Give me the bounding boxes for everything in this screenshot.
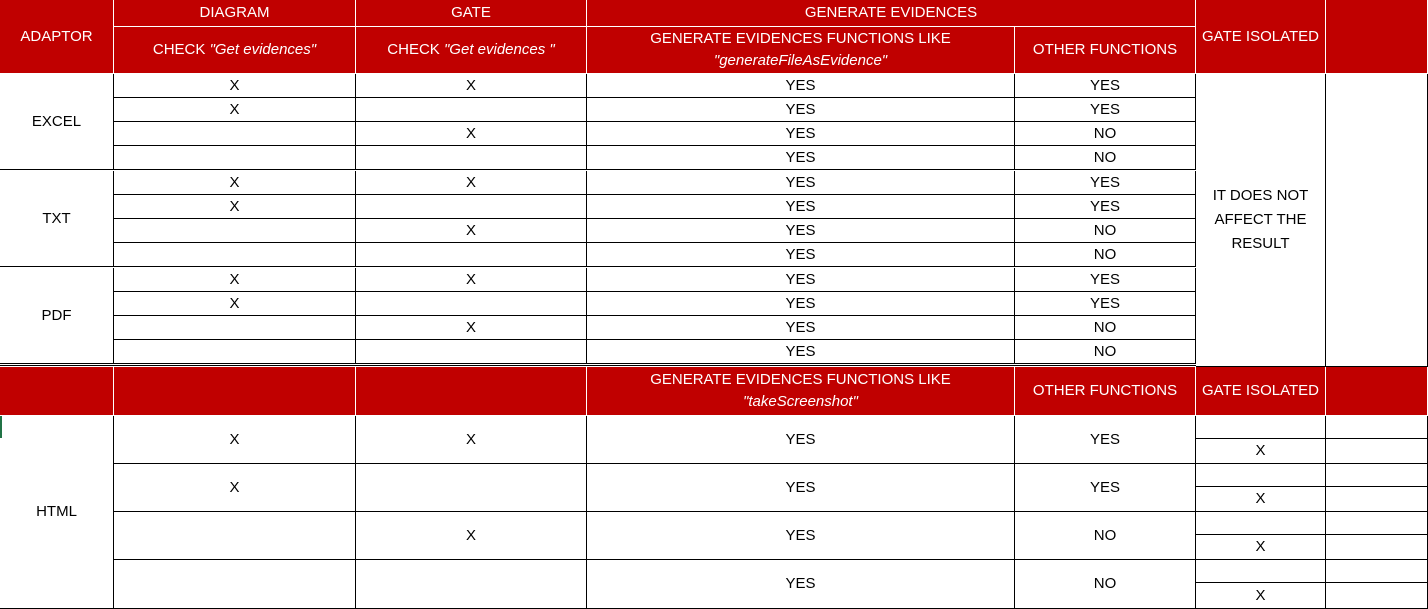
html-generate-cell[interactable]: YES [587, 512, 1015, 560]
html-generate-cell[interactable]: YES [587, 464, 1015, 512]
generate-cell[interactable]: YES [587, 268, 1015, 292]
html-blank-upper-cell[interactable] [1326, 512, 1428, 535]
header-diagram[interactable]: DIAGRAM [114, 0, 356, 27]
html-gate-isolated-upper-cell[interactable] [1196, 512, 1326, 535]
html-header-blank-diagram[interactable] [114, 367, 356, 416]
diagram-cell[interactable] [114, 316, 356, 340]
html-blank-upper-cell[interactable] [1326, 560, 1428, 583]
html-other-cell[interactable]: NO [1015, 512, 1196, 560]
html-gate-isolated-upper-cell[interactable] [1196, 464, 1326, 487]
html-blank-lower-cell[interactable] [1326, 487, 1428, 512]
generate-functions-like: GENERATE EVIDENCES FUNCTIONS LIKE [650, 371, 951, 388]
diagram-cell[interactable] [114, 146, 356, 170]
generate-cell[interactable]: YES [587, 98, 1015, 122]
other-cell[interactable]: YES [1015, 171, 1196, 195]
other-cell[interactable]: NO [1015, 122, 1196, 146]
header-adaptor[interactable]: ADAPTOR [0, 0, 114, 74]
html-gate-isolated-cell[interactable]: X [1196, 583, 1326, 609]
diagram-cell[interactable] [114, 219, 356, 243]
gate-cell[interactable]: X [356, 316, 587, 340]
html-diagram-cell[interactable]: X [114, 464, 356, 512]
generate-cell[interactable]: YES [587, 146, 1015, 170]
check-get-evidences: "Get evidences " [443, 41, 555, 58]
gate-cell[interactable] [356, 98, 587, 122]
html-generate-cell[interactable]: YES [587, 416, 1015, 464]
gate-cell[interactable] [356, 146, 587, 170]
html-header-blank[interactable] [1326, 367, 1428, 416]
other-cell[interactable]: YES [1015, 268, 1196, 292]
html-header-gate-isolated[interactable]: GATE ISOLATED [1196, 367, 1326, 416]
html-diagram-cell[interactable] [114, 512, 356, 560]
blank-column-cell[interactable] [1326, 74, 1428, 367]
generate-function-name: "generateFileAsEvidence" [713, 52, 888, 69]
html-header-blank-gate[interactable] [356, 367, 587, 416]
generate-cell[interactable]: YES [587, 122, 1015, 146]
header-gate[interactable]: GATE [356, 0, 587, 27]
diagram-cell[interactable] [114, 340, 356, 364]
gate-cell[interactable]: X [356, 171, 587, 195]
header-other-functions[interactable]: OTHER FUNCTIONS [1015, 27, 1196, 74]
gate-cell[interactable] [356, 340, 587, 364]
html-header-blank-adaptor[interactable] [0, 367, 114, 416]
generate-cell[interactable]: YES [587, 219, 1015, 243]
diagram-cell[interactable] [114, 122, 356, 146]
html-diagram-cell[interactable]: X [114, 416, 356, 464]
generate-function-name: "takeScreenshot" [743, 393, 858, 410]
html-blank-lower-cell[interactable] [1326, 439, 1428, 464]
html-header-other-functions[interactable]: OTHER FUNCTIONS [1015, 367, 1196, 416]
generate-cell[interactable]: YES [587, 195, 1015, 219]
header-generate-functions[interactable] [587, 27, 1015, 74]
other-cell[interactable]: YES [1015, 98, 1196, 122]
html-gate-isolated-upper-cell[interactable] [1196, 416, 1326, 439]
other-cell[interactable]: YES [1015, 195, 1196, 219]
diagram-cell[interactable] [114, 243, 356, 267]
html-gate-cell[interactable] [356, 464, 587, 512]
other-cell[interactable]: NO [1015, 146, 1196, 170]
generate-cell[interactable]: YES [587, 340, 1015, 364]
diagram-cell[interactable]: X [114, 195, 356, 219]
html-blank-upper-cell[interactable] [1326, 416, 1428, 439]
check-get-evidences: "Get evidences" [209, 41, 317, 58]
html-gate-cell[interactable] [356, 560, 587, 609]
html-gate-cell[interactable]: X [356, 416, 587, 464]
other-cell[interactable]: NO [1015, 243, 1196, 267]
adaptor-cell-excel[interactable]: EXCEL [0, 74, 114, 170]
adaptor-cell-txt[interactable]: TXT [0, 171, 114, 267]
generate-cell[interactable]: YES [587, 316, 1015, 340]
adaptor-cell-pdf[interactable]: PDF [0, 268, 114, 364]
html-blank-lower-cell[interactable] [1326, 535, 1428, 560]
html-generate-cell[interactable]: YES [587, 560, 1015, 609]
diagram-cell[interactable]: X [114, 268, 356, 292]
other-cell[interactable]: NO [1015, 340, 1196, 364]
html-gate-isolated-upper-cell[interactable] [1196, 560, 1326, 583]
header-check-gate[interactable] [356, 27, 587, 74]
gate-cell[interactable]: X [356, 122, 587, 146]
diagram-cell[interactable]: X [114, 98, 356, 122]
html-other-cell[interactable]: NO [1015, 560, 1196, 609]
other-cell[interactable]: NO [1015, 219, 1196, 243]
html-other-cell[interactable]: YES [1015, 416, 1196, 464]
generate-functions-like: GENERATE EVIDENCES FUNCTIONS LIKE [650, 30, 951, 47]
check-prefix: CHECK [152, 41, 206, 58]
html-blank-upper-cell[interactable] [1326, 464, 1428, 487]
generate-cell[interactable]: YES [587, 171, 1015, 195]
header-blank[interactable] [1326, 0, 1428, 74]
header-generate-evidences[interactable]: GENERATE EVIDENCES [587, 0, 1196, 27]
header-gate-isolated[interactable]: GATE ISOLATED [1196, 0, 1326, 74]
generate-cell[interactable]: YES [587, 292, 1015, 316]
header-check-diagram[interactable] [114, 27, 356, 74]
gate-cell[interactable] [356, 292, 587, 316]
html-gate-isolated-cell[interactable]: X [1196, 487, 1326, 512]
html-gate-isolated-cell[interactable]: X [1196, 439, 1326, 464]
html-gate-isolated-cell[interactable]: X [1196, 535, 1326, 560]
diagram-cell[interactable]: X [114, 171, 356, 195]
html-other-cell[interactable]: YES [1015, 464, 1196, 512]
other-cell[interactable]: YES [1015, 292, 1196, 316]
gate-cell[interactable] [356, 243, 587, 267]
html-diagram-cell[interactable] [114, 560, 356, 609]
check-prefix: CHECK [387, 41, 440, 58]
group-separator [0, 364, 1196, 366]
gate-isolated-note[interactable]: IT DOES NOT AFFECT THE RESULT [1196, 74, 1326, 367]
other-cell[interactable]: YES [1015, 74, 1196, 98]
html-gate-cell[interactable]: X [356, 512, 587, 560]
html-header-generate-functions[interactable] [587, 367, 1015, 416]
diagram-cell[interactable]: X [114, 292, 356, 316]
gate-cell[interactable]: X [356, 219, 587, 243]
html-blank-lower-cell[interactable] [1326, 583, 1428, 609]
cell-cursor-marker [0, 416, 2, 438]
other-cell[interactable]: NO [1015, 316, 1196, 340]
generate-cell[interactable]: YES [587, 243, 1015, 267]
generate-cell[interactable]: YES [587, 74, 1015, 98]
adaptor-cell-html[interactable]: HTML [0, 416, 114, 609]
diagram-cell[interactable]: X [114, 74, 356, 98]
gate-cell[interactable] [356, 195, 587, 219]
gate-cell[interactable]: X [356, 74, 587, 98]
gate-cell[interactable]: X [356, 268, 587, 292]
